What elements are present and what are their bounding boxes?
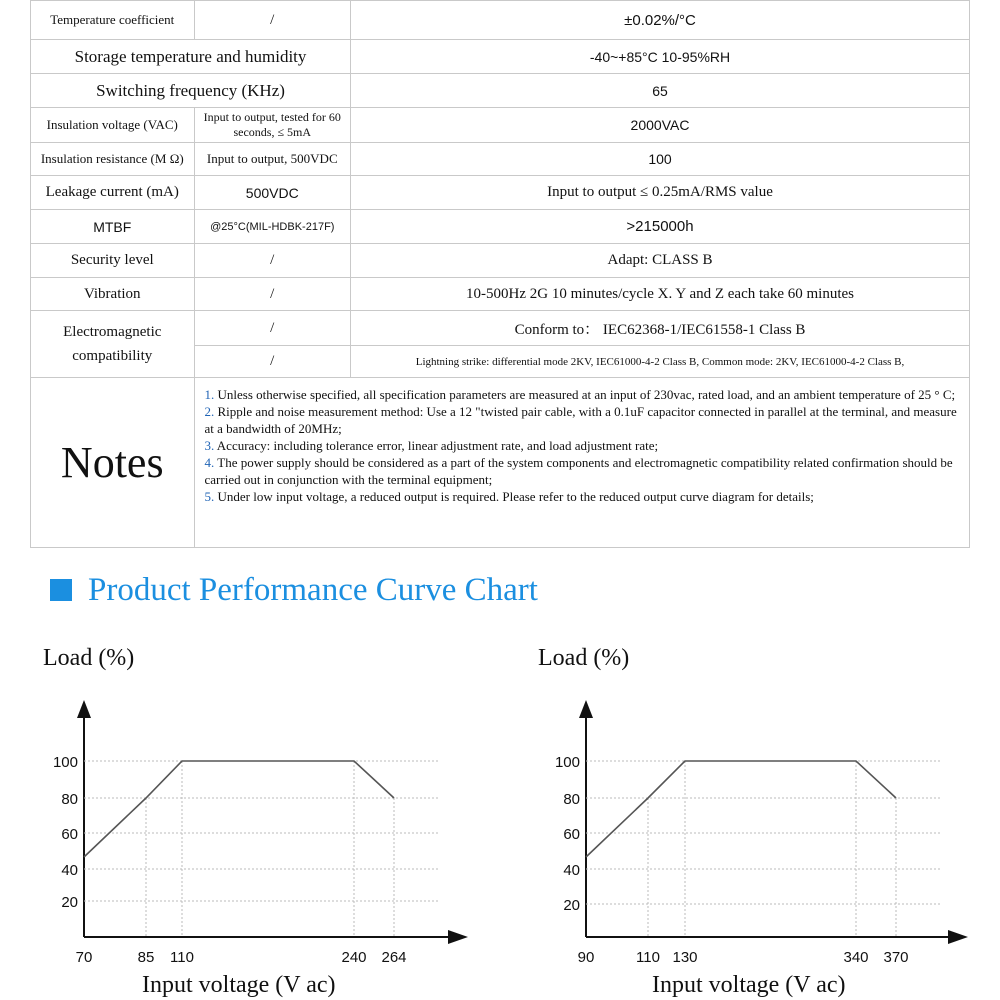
derating-chart-1	[0, 640, 470, 1000]
section-title: Product Performance Curve Chart	[88, 571, 538, 608]
x-tick-label: 110	[170, 949, 194, 966]
y-tick-label: 100	[52, 754, 78, 771]
note-item: 2. Ripple and noise measurement method: Use a 12 "twisted pair cable, with a 0.1uF capacitor connected in parallel at the terminal, and measure at a bandwidth of 20MHz;	[204, 404, 957, 436]
notes-row	[31, 378, 970, 548]
x-axis-arrow-icon	[448, 930, 468, 944]
y-tick-label: 20	[563, 897, 580, 914]
x-tick-label: 85	[137, 949, 155, 966]
param-cell: Temperature coefficient	[31, 1, 195, 40]
param-cell: Security level	[31, 244, 195, 278]
value-cell: -40~+85°C 10-95%RH	[351, 40, 970, 74]
y-tick-label: 100	[554, 754, 580, 771]
value-cell: Adapt: CLASS B	[351, 244, 970, 278]
condition-cell: /	[194, 346, 351, 378]
derating-curve	[84, 761, 394, 857]
condition-cell: 500VDC	[194, 176, 351, 210]
x-tick-label: 340	[843, 949, 869, 966]
note-item: 5. Under low input voltage, a reduced output is required. Please refer to the reduced output curve diagram for details;	[204, 489, 814, 504]
x-tick-label: 90	[577, 949, 595, 966]
y-tick-label: 60	[563, 826, 580, 843]
value-cell: ±0.02%/°C	[351, 1, 970, 40]
condition-cell: /	[194, 278, 351, 311]
x-tick-label: 240	[341, 949, 367, 966]
condition-cell: /	[194, 311, 351, 346]
value-cell: 10-500Hz 2G 10 minutes/cycle X. Y and Z each take 60 minutes	[351, 278, 970, 311]
y-tick-label: 20	[61, 894, 78, 911]
derating-curve	[586, 761, 896, 857]
x-axis-arrow-icon	[948, 930, 968, 944]
note-item: 4. The power supply should be considered as a part of the system components and electromagnetic compatibility related confirmation should be carried out in conjunction with the terminal equipment;	[204, 455, 953, 487]
chart-svg	[500, 640, 970, 1000]
x-tick-label: 130	[672, 949, 698, 966]
table-row	[31, 143, 970, 176]
x-tick-label: 264	[381, 949, 407, 966]
condition-cell: Input to output, 500VDC	[194, 143, 351, 176]
table-row	[31, 40, 970, 74]
param-cell: Electromagnetic compatibility	[31, 311, 195, 378]
y-tick-label: 80	[61, 791, 78, 808]
table-row	[31, 1, 970, 40]
notes-title: Notes	[31, 378, 195, 548]
value-cell: 2000VAC	[351, 108, 970, 143]
x-tick-label: 370	[883, 949, 909, 966]
condition-cell: /	[194, 244, 351, 278]
y-tick-label: 40	[563, 862, 580, 879]
table-row	[31, 278, 970, 311]
x-axis-label: Input voltage (V ac)	[142, 972, 336, 998]
chart-svg	[0, 640, 470, 1000]
condition-cell: @25°C(MIL-HDBK-217F)	[194, 210, 351, 244]
y-axis-arrow-icon	[579, 700, 593, 718]
derating-chart-2	[500, 640, 970, 1000]
condition-cell: Input to output, tested for 60 seconds, ≤ 5mA	[194, 108, 351, 143]
notes-body	[194, 378, 969, 548]
y-tick-label: 60	[61, 826, 78, 843]
x-tick-label: 70	[75, 949, 93, 966]
value-cell: Conform to： IEC62368-1/IEC61558-1 Class B	[351, 311, 970, 346]
x-tick-label: 110	[636, 949, 660, 966]
table-row	[31, 74, 970, 108]
param-cell: Insulation voltage (VAC)	[31, 108, 195, 143]
table-row	[31, 210, 970, 244]
spec-table	[30, 0, 970, 548]
table-row	[31, 311, 970, 346]
x-axis-label: Input voltage (V ac)	[652, 972, 846, 998]
square-bullet-icon	[50, 579, 72, 601]
param-cell: Storage temperature and humidity	[31, 40, 351, 74]
y-axis-label: Load (%)	[538, 645, 630, 671]
value-cell: Input to output ≤ 0.25mA/RMS value	[351, 176, 970, 210]
note-item: 1. Unless otherwise specified, all specification parameters are measured at an input of 230vac, rated load, and an ambient temperature of 25 ° C;	[204, 387, 956, 402]
y-axis-arrow-icon	[77, 700, 91, 718]
note-item: 3. Accuracy: including tolerance error, linear adjustment rate, and load adjustment rate;	[204, 438, 659, 453]
table-row	[31, 108, 970, 143]
param-cell: Insulation resistance (M Ω)	[31, 143, 195, 176]
param-cell: Vibration	[31, 278, 195, 311]
param-cell: Switching frequency (KHz)	[31, 74, 351, 108]
param-cell: Leakage current (mA)	[31, 176, 195, 210]
value-cell: 100	[351, 143, 970, 176]
value-cell: Lightning strike: differential mode 2KV, IEC61000-4-2 Class B, Common mode: 2KV, IEC61000-4-2 Class B,	[351, 346, 970, 378]
table-row	[31, 176, 970, 210]
y-tick-label: 80	[563, 791, 580, 808]
condition-cell: /	[194, 1, 351, 40]
value-cell: >215000h	[351, 210, 970, 244]
y-axis-label: Load (%)	[43, 645, 135, 671]
value-cell: 65	[351, 74, 970, 108]
table-row	[31, 244, 970, 278]
section-header	[50, 570, 538, 610]
y-tick-label: 40	[61, 862, 78, 879]
param-cell: MTBF	[31, 210, 195, 244]
